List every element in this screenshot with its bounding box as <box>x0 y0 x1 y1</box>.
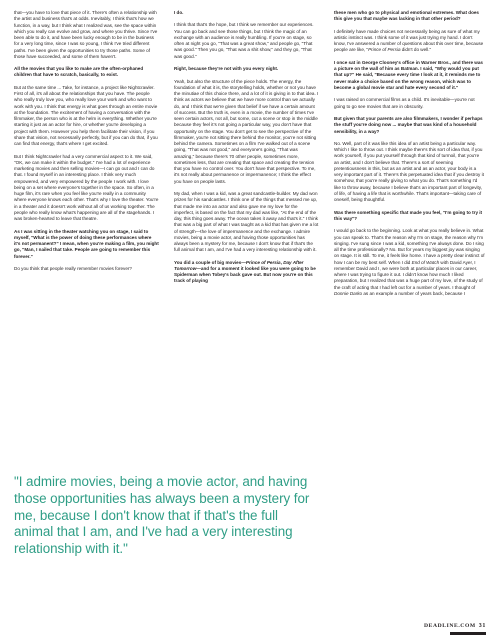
interview-question: Right, because they're not with you every night. <box>174 66 279 72</box>
interview-question: Was there something specific that made you feel, "I'm going to try it this way"? <box>334 209 483 221</box>
page-number: 31 <box>478 623 486 629</box>
interview-answer: I was raised on commercial films as a child. It's inevitable—you're not going to go see movies that are in obscurity. <box>334 97 475 109</box>
interview-answer: But at the same time ... Take, for instance, a project like Nightcrawler. First of all, it's all about the relationships that you have. The people who really truly love you, who really love your work and who want to work with you. I think that energy is what goes through an entire movie at the foundation. The excitement of having a conversation with the filmmaker, the person who is at the helm is everything. Whether you're starting it just as an actor for hire, or whether you're developing a project with them. However you help them facilitate their vision, if you share that vision, not necessarily perfectly, but if you can do that, if you can find that energy, that's where I get excited. <box>14 84 158 147</box>
interview-answer: Yeah, but also the structure of the piece holds. The energy, the foundation of what it is, the storytelling holds, whether or not you have the minutiae of this choice there, and a lot of it is giving in to that idea. I think as actors we believe that we have more control than we actually do, and I think that we're given that belief if we have a certain amount of success. But the truth is, even in a movie, the number of times I've seen certain actors, not all, but some, cut a scene or stop in the middle because they feel it's not going a particular way, you don't have that opportunity on the stage. You don't get to see the perspective of the filmmaker, you're not sitting there behind the monitor, you're not sitting behind the camera. Sometimes on a film I've walked out of a scene going, "That was not good," and everyone's going, "That was amazing," because there's 70 other people, sometimes more, sometimes less, that are creating that space and creating the tension that you have no control over. You don't have that perspective. To me, it's not really about permanence or impermanence; I think the effect you have on people lasts. <box>174 78 319 184</box>
interview-question: As I was sitting in the theater watching you on stage, I said to myself, "What is the power of doing these performances where it's not permanent?" I mean, when you're making a film, you might go, "Man, I nailed that take. People are going to remember this forever." <box>14 228 159 259</box>
pull-quote: "I admire movies, being a movie actor, and having those opportunities has always been a mystery for me, because I don't know that if that's the full animal that I am, and I've had a very interesting relationship with it." <box>14 474 310 557</box>
footer-rule <box>450 632 486 635</box>
interview-question: But given that your parents are also filmmakers, I wonder if perhaps the stuff you're doing now ... maybe that was kind of a household sensibility, in a way? <box>334 116 483 134</box>
interview-answer: I definitely have made choices not necessarily being as sure of what my artistic instinct was. I think some of it was just trying my hand. I don't know, I've answered a number of questions about this over time, because people are like, "Prince of Persia didn't do well." <box>334 28 484 53</box>
article-column-3 <box>334 10 485 303</box>
interview-question: You did a couple of big movies—Prince of Persia, Day After Tomorrow—and for a moment it looked like you were going to be Spiderman when Tobey's back gave out. But now you're on this track of playing <box>174 259 316 284</box>
interview-answer: But I think Nightcrawler had a very commercial aspect to it. We said, "OK, we can make it within the budget." I've had a lot of experience marketing movies and then selling movies—I can go out and I can do that. I found myself in an interesting place. I think very much empowered, and very empowered by the people I work with. I love being on a set where everyone's together in the space. So often, in a huge film, it's rare when you feel like you're really in a community where everyone knows each other. That's why I love the theater. You're in a theater and it doesn't work without all of us working together. The people who really know what's happening are all of the stagehands. I was broken-hearted to leave that theatre. <box>14 153 159 222</box>
interview-question: All the movies that you like to make are the often-orphaned children that have to scratch, basically, to exist. <box>14 66 144 78</box>
interview-question: I once sat in George Clooney's office in Warner Bros., and there was a picture on the wall of him as Batman. I said, "Why would you put that up?" He said, "Because every time I look at it, it reminds me to never make a choice based on the wrong reason, which was to become a global movie star and hate every second of it." <box>334 59 483 90</box>
interview-answer: My dad, when I was a kid, was a great sandcastle-builder. My dad won prizes for his sandcastles. I think one of the things that messed me up, that made me into an actor and also gave me my love for the imperfect, is based on the fact that my dad was like, "At the end of the day, this thing goes away. The ocean takes it away and that's it." I think that was a big part of what I was taught as a kid that has given me a lot of strength—the love of impermanence and the exchange. I admire movies, being a movie actor, and having those opportunities has always been a mystery for me, because I don't know that if that's the full animal that I am, and I've had a very interesting relationship with it. <box>174 191 319 253</box>
article-column-1 <box>14 10 159 278</box>
article-column-2 <box>174 10 319 291</box>
interview-answer: Do you think that people really remember movies forever? <box>14 265 132 271</box>
interview-answer: that—you have to love that piece of it. There's often a relationship with the artist and business that's at odds. Inevitably, I think that's how we function, in a way, but I think what I realized was, see the space within which you really can evolve and grow, and where you thrive. Since I've been able to do it, and have been lucky enough to be in the business for a very long time, since I was so young, I think I've tried different paths. I've been given the opportunities to try those paths. Some of those have succeeded, and some of them haven't. <box>14 10 158 59</box>
interview-question: these men who go to physical and emotional extremes. What does this give you that maybe was lacking in that other period? <box>334 10 479 22</box>
interview-answer: I think that that's the hope, but I think we remember our experiences. You can go back and see those things, but I think the magic of an exchange with an audience is really humbling. If you're on stage, so often at night you go, "That was a great show," and people go, "That was good." Then you go, "That was a shit show," and they go, "That was good." <box>174 22 314 59</box>
page-footer <box>424 623 486 629</box>
interview-answer: No. Well, part of it was like this idea of an artist being a particular way. Which I like to throw out. I think maybe there's this sort of idea that, if you work yourself, if you put yourself through that kind of turmoil, that you're an artist, and I don't believe that. There's a sort of seeming pretentiousness in this, but as an artist and as an actor, your body is a very important part of it. There's this perpetuated idea that if you destroy it somehow, that you're really giving to what you do. That's something I'd like to throw away, because I believe that's an important part of longevity, of life, of having a life that is worthwhile. That's important—taking care of oneself, being thoughtful. <box>334 140 484 203</box>
publication-name: DEADLINE.COM <box>423 623 476 629</box>
interview-answer: I would go back to the beginning. Look at what you really believe in. What you can speak to. That's the reason why I'm on stage, the reason why I'm singing. I've sung since I was a kid, something I've always done. Do I sing all the time professionally? No. But for years my biggest joy was singing on stage. It is still. To me, it feels like home. I have a pretty clear instinct of how I can be my best self. When I did End of Watch with David Ayer, I remember David and I, we were both at particular places in our career, where I was trying to figure it out. I didn't know how much I liked preparation, but I realized that was a huge part of my love, of the study of the craft of acting that I had left out for a number of years. I thought of Donnie Darko as an example a number of years back, because I <box>334 228 485 296</box>
interview-question: I do. <box>174 10 184 15</box>
